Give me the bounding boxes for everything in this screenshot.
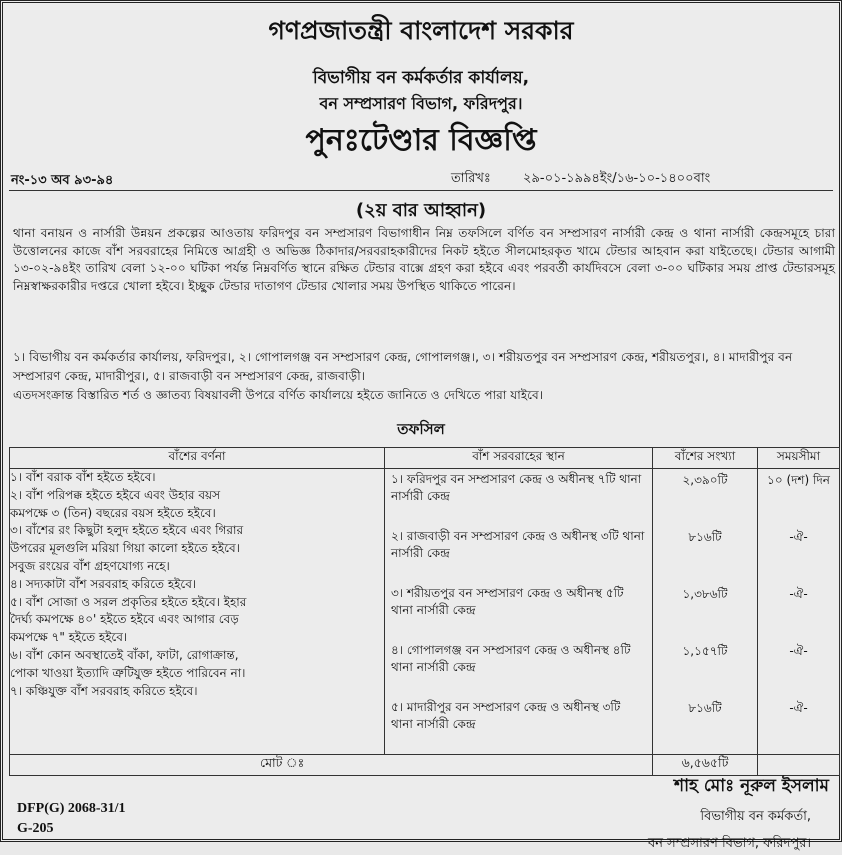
time-limit: -ঐ-	[789, 587, 808, 601]
column-header: বাঁশের বর্ণনা	[10, 448, 385, 469]
spec-line: কমপক্ষে ৭" হইতে হইবে।	[10, 630, 128, 645]
supply-place: ৫। মাদারীপুর বন সম্প্রসারণ কেন্দ্র ও অধীনস্থ ৩টি থানা নার্সারী কেন্দ্র	[391, 700, 621, 731]
supply-place: ২। রাজবাড়ী বন সম্প্রসারণ কেন্দ্র ও অধীনস্থ ৩টি থানা নার্সারী কেন্দ্র	[391, 529, 645, 560]
supply-places	[385, 469, 653, 755]
spec-line: উপরের মূলগুলি মরিয়া গিয়া কালো হইতে হইবে।	[10, 541, 240, 556]
schedule-table	[9, 447, 840, 776]
details-note: এতদসংক্রান্ত বিস্তারিত শর্ত ও জ্ঞাতব্য বিষয়াবলী উপরে বর্ণিত কার্যালয়ে হইতে জানিতে ও দেখিতে পারা যাইবে।	[13, 388, 544, 402]
signatory-name: শাহ মোঃ নূরুল ইসলাম	[674, 776, 829, 796]
call-subtitle: (২য় বার আহ্বান)	[355, 200, 487, 221]
notice-date	[451, 169, 710, 190]
spec-line: ৩। বাঁশের রং কিছুটা হলুদ হইতে হইবে এবং গিরার	[10, 523, 244, 538]
spec-line: ২। বাঁশ পরিপক্ক হইতে হইবে এবং উহার বয়স	[10, 487, 221, 502]
signatory-designation: বিভাগীয় বন কর্মকর্তা,	[700, 809, 811, 824]
spec-line: পোকা খাওয়া ইত্যাদি ত্রুটিযুক্ত হইতে পারিবেন না।	[10, 665, 246, 680]
bamboo-specifications	[10, 469, 385, 755]
spec-line: ১। বাঁশ বরাক বাঁশ হইতে হইবে।	[10, 470, 156, 484]
column-header: বাঁশ সরবরাহের স্থান	[385, 448, 653, 469]
time-limit: ১০ (দশ) দিন	[767, 473, 830, 487]
dfp-code: DFP(G) 2068-31/1	[17, 801, 126, 816]
division-heading: বন সম্প্রসারণ বিভাগ, ফরিদপুর।	[319, 94, 523, 113]
spec-line: দৈর্ঘ্য কমপক্ষে ৪০' হইতে হইবে এবং আগার বেড়	[10, 612, 239, 627]
date-value: ২৯-০১-১৯৯৪ইং/১৬-১০-১৪০০বাং	[523, 171, 711, 186]
tender-locations	[13, 348, 835, 405]
supply-place: ১। ফরিদপুর বন সম্প্রসারণ কেন্দ্র ও অধীনস্থ ৭টি থানা নার্সারী কেন্দ্র	[391, 472, 642, 503]
time-limit: -ঐ-	[789, 701, 808, 715]
table-row	[10, 469, 840, 755]
column-header: সময়সীমা	[758, 448, 840, 469]
time-limit: -ঐ-	[789, 530, 808, 544]
date-label: তারিখঃ	[451, 171, 491, 186]
dfp-codes	[17, 799, 125, 839]
bamboo-count: ৮১৬টি	[688, 701, 722, 715]
office-heading: বিভাগীয় বন কর্মকর্তার কার্যালয়,	[312, 68, 530, 88]
spec-line: কমপক্ষে ৩ (তিন) বছরের বয়স হইতে হইবে।	[10, 505, 216, 520]
signatory-office: বন সম্প্রসারণ বিভাগ, ফরিদপুর।	[648, 836, 811, 851]
header-divider	[9, 190, 833, 191]
government-heading: গণপ্রজাতন্ত্রী বাংলাদেশ সরকার	[268, 16, 574, 45]
bamboo-count: ১,৩৮৬টি	[682, 587, 728, 601]
notice-body: থানা বনায়ন ও নার্সারী উন্নয়ন প্রকল্পের আওতায় ফরিদপুর বন সম্প্রসারণ বিভাগাধীন নিম্ন তফসিলে বর্ণিত বন সম্প্রসারণ নার্সারী কেন্দ্র ও থানা নার্সারী কেন্দ্রসমূহে চারা উত্তোলনের কাজে বাঁশ সরবরাহের নিমিত্তে আগ্রহী ও অভিজ্ঞ ঠিকাদার/সরবরাহকারীদের নিকট হইতে সীলমোহরকৃত খামে টেন্ডার আহবান করা যাইতেছে। টেন্ডার আগামী ১৩-০২-৯৪ইং তারিখ বেলা ১২-০০ ঘটিকা পর্যন্ত নিম্নবর্ণিত স্থানে রক্ষিত টেন্ডার বাক্সে গ্রহণ করা হইবে এবং পরবর্তী কার্যদিবসে বেলা ৩-০০ ঘটিকার সময় প্রাপ্ত টেন্ডারসমূহ নিম্নস্বাক্ষরকারীর দপ্তরে খোলা হইবে। ইচ্ছুক টেন্ডার দাতাগণ টেন্ডার খোলার সময় উপস্থিত থাকিতে পারেন।	[13, 226, 835, 293]
signature-block	[648, 773, 829, 855]
supply-place: ৩। শরীয়তপুর বন সম্প্রসারণ কেন্দ্র ও অধীনস্থ ৫টি থানা নার্সারী কেন্দ্র	[391, 586, 624, 617]
time-limits	[758, 469, 840, 755]
table-header-row	[10, 448, 840, 469]
spec-line: ৭। কঞ্চিযুক্ত বাঁশ সরবরাহ করিতে হইবে।	[10, 683, 198, 698]
g-code: G-205	[17, 821, 54, 836]
spec-line: ৫। বাঁশ সোজা ও সরল প্রকৃতির হইতে হইবে। ইহার	[10, 594, 247, 609]
spec-line: সবুজ রংয়ের বাঁশ গ্রহণযোগ্য নহে।	[10, 558, 170, 573]
schedule-title: তফসিল	[397, 420, 445, 438]
bamboo-count: ১,১৫৭টি	[682, 644, 728, 658]
total-value: ৬,৫৬৫টি	[653, 755, 758, 776]
supply-place: ৪। গোপালগঞ্জ বন সম্প্রসারণ কেন্দ্র ও অধীনস্থ ৪টি থানা নার্সারী কেন্দ্র	[391, 643, 631, 674]
total-label: মোট ঃ	[10, 755, 653, 776]
bamboo-counts	[653, 469, 758, 755]
bamboo-count: ২,৩৯০টি	[682, 473, 728, 487]
spec-line: ৬। বাঁশ কোন অবস্থাতেই বাঁকা, ফাটা, রোগাক্রান্ত,	[10, 647, 239, 662]
spec-line: ৪। সদ্যকাটা বাঁশ সরবরাহ করিতে হইবে।	[10, 576, 197, 591]
locations-list: ১। বিভাগীয় বন কর্মকর্তার কার্যালয়, ফরিদপুর।, ২। গোপালগঞ্জ বন সম্প্রসারণ কেন্দ্র, গোপালগঞ্জ।, ৩। শরীয়তপুর বন সম্প্রসারণ কেন্দ্র, শরীয়তপুর।, ৪। মাদারীপুর বন সম্প্রসারণ কেন্দ্র, মাদারীপুর।, ৫। রাজবাড়ী বন সম্প্রসারণ কেন্দ্র, রাজবাড়ী।	[13, 350, 793, 383]
notice-title: পুনঃটেণ্ডার বিজ্ঞপ্তি	[305, 123, 537, 158]
column-header: বাঁশের সংখ্যা	[653, 448, 758, 469]
bamboo-count: ৮১৬টি	[688, 530, 722, 544]
reference-number: নং-১৩ অব ৯৩-৯৪	[11, 173, 114, 188]
time-limit: -ঐ-	[789, 644, 808, 658]
